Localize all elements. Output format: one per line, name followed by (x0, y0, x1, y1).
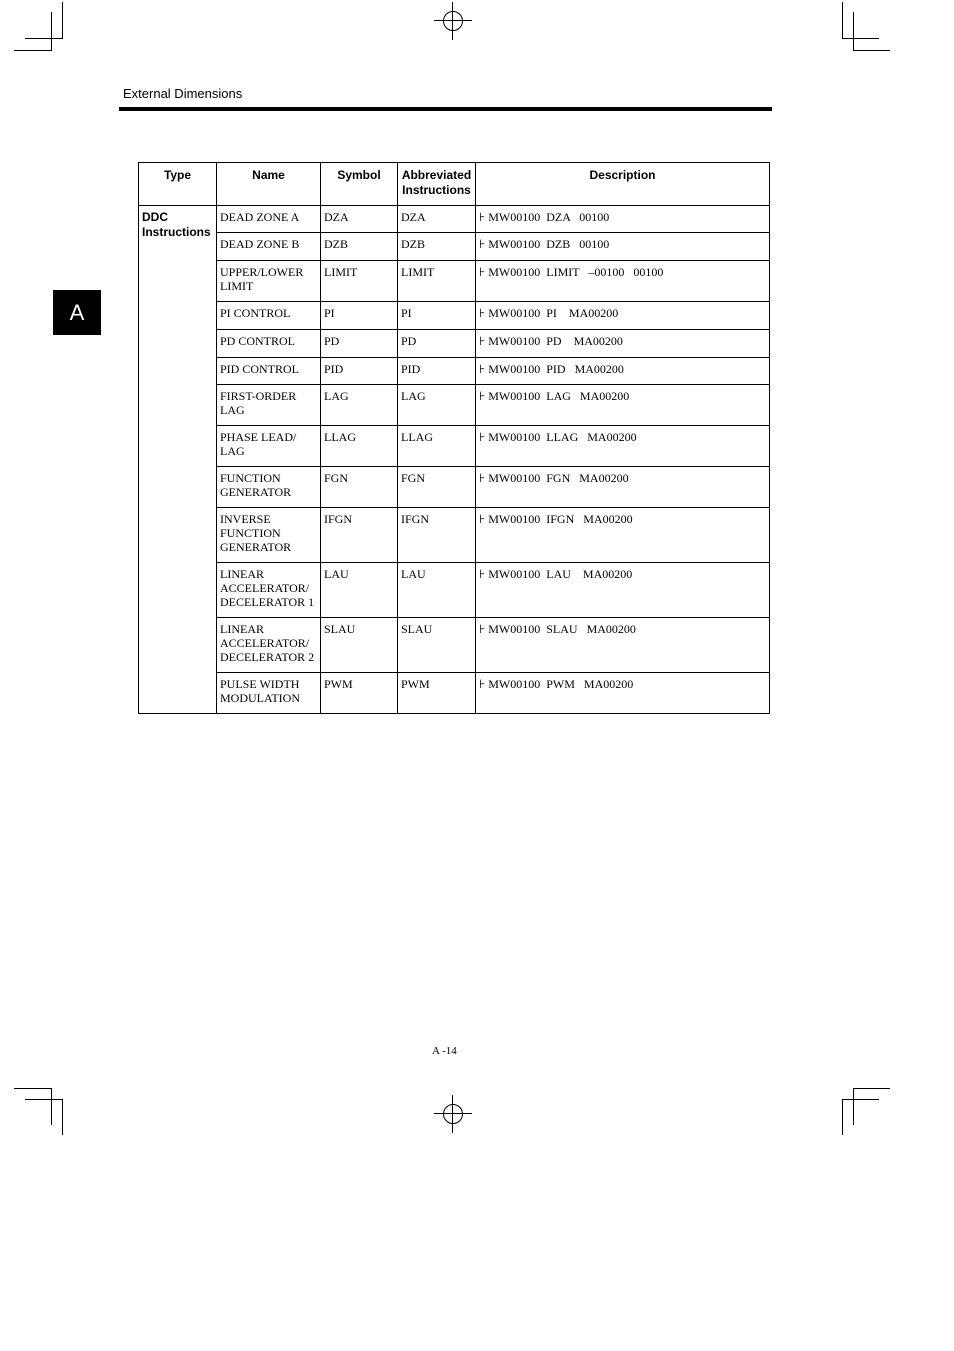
symbol-cell: SLAU (321, 618, 398, 673)
crop-mark (25, 1099, 62, 1100)
name-cell: PD CONTROL (217, 330, 321, 358)
description-cell: ⊦ MW00100 DZA 00100 (476, 206, 770, 233)
abbr-cell: PD (398, 330, 476, 358)
table-row (139, 261, 770, 302)
crop-mark (62, 1099, 63, 1135)
crop-mark (62, 2, 63, 39)
symbol-cell: LAU (321, 563, 398, 618)
col-header-description: Description (476, 163, 770, 206)
crop-mark (51, 12, 52, 51)
crop-mark (25, 38, 62, 39)
description-cell: ⊦ MW00100 FGN MA00200 (476, 467, 770, 508)
table-row (139, 563, 770, 618)
symbol-cell: LAG (321, 385, 398, 426)
symbol-cell: PI (321, 302, 398, 330)
name-cell: LINEAR ACCELERATOR/ DECELERATOR 2 (217, 618, 321, 673)
description-cell: ⊦ MW00100 LAU MA00200 (476, 563, 770, 618)
crop-mark (853, 1088, 854, 1125)
chapter-tab (53, 290, 101, 335)
name-cell: DEAD ZONE A (217, 206, 321, 233)
abbr-cell: DZB (398, 233, 476, 261)
table-row (139, 233, 770, 261)
description-cell: ⊦ MW00100 SLAU MA00200 (476, 618, 770, 673)
table-row (139, 330, 770, 358)
description-cell: ⊦ MW00100 PD MA00200 (476, 330, 770, 358)
symbol-cell: PWM (321, 673, 398, 714)
crop-mark (842, 1099, 843, 1135)
abbr-cell: SLAU (398, 618, 476, 673)
col-header-name: Name (217, 163, 321, 206)
name-cell: PID CONTROL (217, 358, 321, 385)
crop-mark (853, 12, 854, 51)
crop-mark (842, 2, 843, 39)
abbr-cell: FGN (398, 467, 476, 508)
crop-mark (853, 1088, 890, 1089)
table-row (139, 385, 770, 426)
description-cell: ⊦ MW00100 PWM MA00200 (476, 673, 770, 714)
abbr-cell: LAU (398, 563, 476, 618)
symbol-cell: FGN (321, 467, 398, 508)
crop-mark (51, 1088, 52, 1125)
symbol-cell: IFGN (321, 508, 398, 563)
abbr-cell: LIMIT (398, 261, 476, 302)
page-number: A -14 (432, 1045, 457, 1057)
table-row (139, 302, 770, 330)
name-cell: FIRST-ORDER LAG (217, 385, 321, 426)
abbr-cell: PWM (398, 673, 476, 714)
name-cell: UPPER/LOWER LIMIT (217, 261, 321, 302)
instruction-table (138, 162, 770, 714)
description-cell: ⊦ MW00100 DZB 00100 (476, 233, 770, 261)
table-row (139, 426, 770, 467)
crop-mark (842, 1099, 879, 1100)
description-cell: ⊦ MW00100 PID MA00200 (476, 358, 770, 385)
abbr-cell: LLAG (398, 426, 476, 467)
name-cell: PHASE LEAD/ LAG (217, 426, 321, 467)
symbol-cell: DZB (321, 233, 398, 261)
name-cell: LINEAR ACCELERATOR/ DECELERATOR 1 (217, 563, 321, 618)
symbol-cell: DZA (321, 206, 398, 233)
registration-mark-bottom (434, 1095, 472, 1133)
description-cell: ⊦ MW00100 LAG MA00200 (476, 385, 770, 426)
abbr-cell: LAG (398, 385, 476, 426)
symbol-cell: PD (321, 330, 398, 358)
chapter-tab-label: A (69, 299, 85, 325)
registration-mark-top (434, 2, 472, 40)
description-cell: ⊦ MW00100 LIMIT –00100 00100 (476, 261, 770, 302)
description-cell: ⊦ MW00100 LLAG MA00200 (476, 426, 770, 467)
table-row (139, 358, 770, 385)
symbol-cell: LLAG (321, 426, 398, 467)
abbr-cell: PI (398, 302, 476, 330)
crop-mark (853, 50, 890, 51)
table-row (139, 467, 770, 508)
symbol-cell: LIMIT (321, 261, 398, 302)
table-row (139, 673, 770, 714)
col-header-symbol: Symbol (321, 163, 398, 206)
abbr-cell: IFGN (398, 508, 476, 563)
symbol-cell: PID (321, 358, 398, 385)
table-row (139, 618, 770, 673)
table-row (139, 508, 770, 563)
name-cell: PULSE WIDTH MODULATION (217, 673, 321, 714)
name-cell: PI CONTROL (217, 302, 321, 330)
type-cell: DDC Instructions (139, 206, 217, 714)
crop-mark (14, 1088, 51, 1089)
name-cell: FUNCTION GENERATOR (217, 467, 321, 508)
name-cell: DEAD ZONE B (217, 233, 321, 261)
abbr-cell: DZA (398, 206, 476, 233)
header-rule (119, 107, 772, 111)
crop-mark (842, 38, 879, 39)
crop-mark (14, 50, 51, 51)
col-header-abbreviated: Abbreviated Instructions (398, 163, 476, 206)
description-cell: ⊦ MW00100 PI MA00200 (476, 302, 770, 330)
abbr-cell: PID (398, 358, 476, 385)
description-cell: ⊦ MW00100 IFGN MA00200 (476, 508, 770, 563)
col-header-type: Type (139, 163, 217, 206)
table-header-row (139, 163, 770, 206)
table-row (139, 206, 770, 233)
name-cell: INVERSE FUNCTION GENERATOR (217, 508, 321, 563)
running-header: External Dimensions (123, 86, 243, 101)
